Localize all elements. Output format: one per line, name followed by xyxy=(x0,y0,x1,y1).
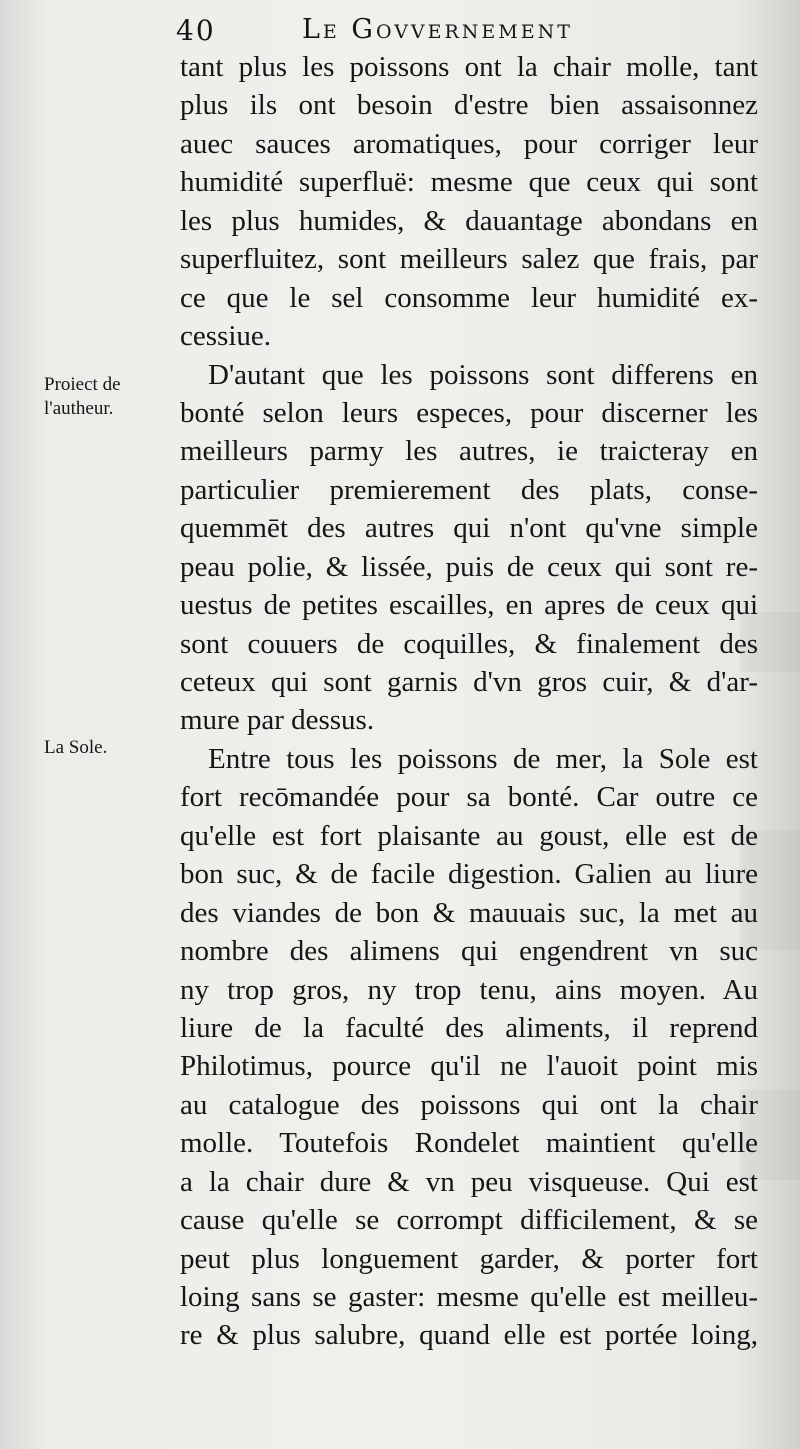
body-text xyxy=(180,48,758,1355)
text-line: D'autant que les poissons sont differens en xyxy=(208,358,758,391)
text-line: sont couuers de coquilles, & finalement des xyxy=(180,627,758,660)
text-line: les plus humides, & dauantage abondans en xyxy=(180,204,758,237)
text-line: meilleurs parmy les autres, ie traicteray en xyxy=(180,435,758,468)
text-line: cessiue. xyxy=(180,320,271,353)
text-line: bonté selon leurs especes, pour discerner les xyxy=(180,396,758,429)
text-line: humidité superfluë: mesme que ceux qui sont xyxy=(180,166,758,199)
page-number: 40 xyxy=(176,14,216,47)
text-line: tant plus les poissons ont la chair molle, tant xyxy=(180,51,758,83)
text-line: superfluitez, sont meilleurs salez que frais, par xyxy=(180,243,758,276)
text-line: uestus de petites escailles, en apres de ceux qui xyxy=(180,589,758,622)
margin-note-text: La Sole. xyxy=(44,737,108,758)
text-line: Philotimus, pource qu'il ne l'auoit point mis xyxy=(180,1050,758,1083)
text-line: fort recōmandée pour sa bonté. Car outre ce xyxy=(180,781,758,814)
running-title: Le Govvernement xyxy=(302,14,573,45)
margin-note-sole xyxy=(44,736,164,760)
text-line: ny trop gros, ny trop tenu, ains moyen. Au xyxy=(180,973,758,1006)
text-line: cause qu'elle se corrompt difficilement, & se xyxy=(180,1204,758,1237)
text-line: auec sauces aromatiques, pour corriger leur xyxy=(180,127,758,160)
margin-note-projet xyxy=(44,373,154,421)
text-line: bon suc, & de facile digestion. Galien au liure xyxy=(180,858,758,891)
margin-note-text: Proiect de l'autheur. xyxy=(44,374,121,419)
text-line: qu'elle est fort plaisante au goust, elle est de xyxy=(180,819,758,852)
running-head xyxy=(176,10,776,50)
text-line: ceteux qui sont garnis d'vn gros cuir, & d'ar- xyxy=(180,666,758,698)
text-line: mure par dessus. xyxy=(180,704,375,737)
text-line: quemmēt des autres qui n'ont qu'vne simple xyxy=(180,512,758,545)
text-line: ce que le sel consomme leur humidité ex- xyxy=(180,281,758,314)
text-line: peau polie, & lissée, puis de ceux qui sont re- xyxy=(180,550,758,583)
text-line: peut plus longuement garder, & porter fort xyxy=(180,1242,758,1275)
text-line: des viandes de bon & mauuais suc, la met au xyxy=(180,896,758,929)
text-line: plus ils ont besoin d'estre bien assaisonnez xyxy=(180,89,758,122)
text-line: Entre tous les poissons de mer, la Sole est xyxy=(208,742,758,775)
text-line: a la chair dure & vn peu visqueuse. Qui est xyxy=(180,1165,758,1198)
text-line: loing sans se gaster: mesme qu'elle est meilleu- xyxy=(180,1281,758,1313)
text-line: liure de la faculté des aliments, il reprend xyxy=(180,1011,758,1044)
text-line: molle. Toutefois Rondelet maintient qu'elle xyxy=(180,1127,758,1160)
text-line: particulier premierement des plats, conse- xyxy=(180,473,758,506)
text-line: au catalogue des poissons qui ont la chair xyxy=(180,1088,758,1121)
text-line: nombre des alimens qui engendrent vn suc xyxy=(180,935,758,968)
text-line: re & plus salubre, quand elle est portée loing, xyxy=(180,1319,758,1352)
